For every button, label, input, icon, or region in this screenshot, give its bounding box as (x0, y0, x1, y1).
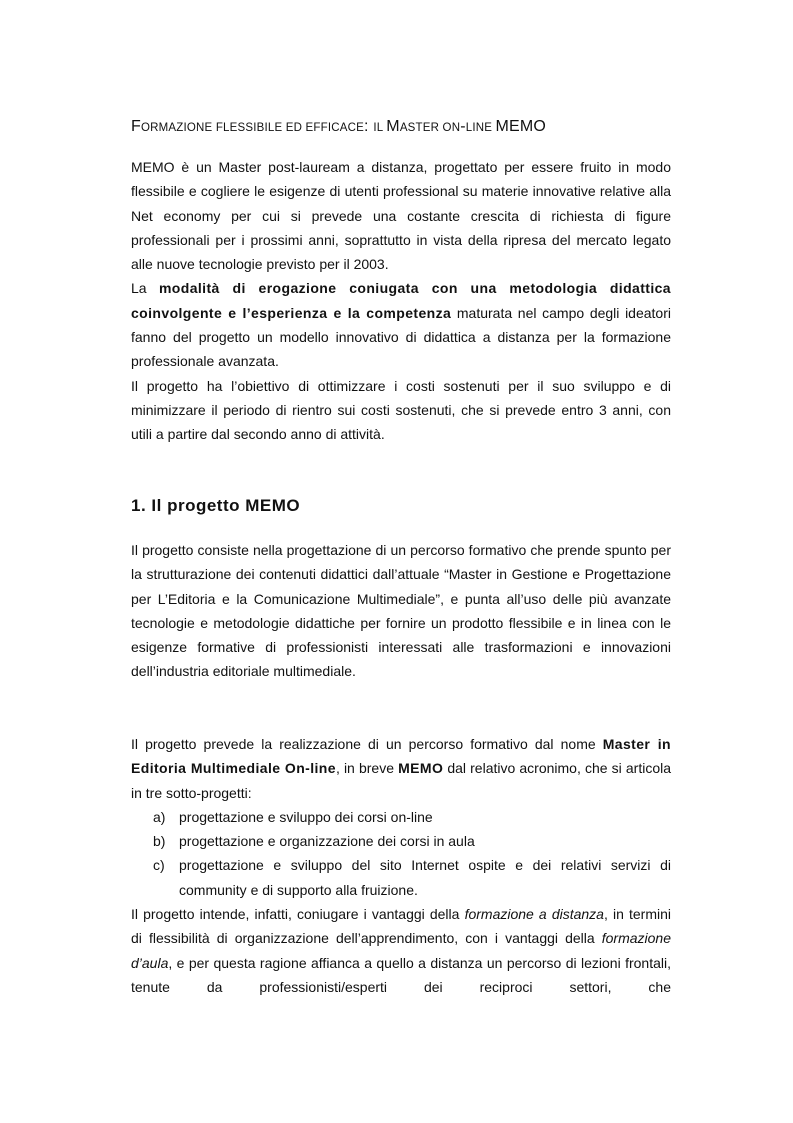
list-item (131, 805, 671, 829)
title-part: ORMAZIONE FLESSIBILE ED EFFICACE (140, 122, 365, 134)
list-item-text: progettazione e sviluppo del sito Internet ospite e dei relativi servizi di community e di supporto alla fruizione. (179, 857, 671, 898)
chapter-body (131, 538, 671, 684)
text-run: Il progetto intende, infatti, coniugare i vantaggi della (131, 906, 465, 923)
list-item-text: progettazione e organizzazione dei corsi in aula (179, 833, 475, 850)
bold-run: Master in Editoria Multimediale On-line (131, 736, 671, 777)
chapter-paragraph-1: Il progetto consiste nella progettazione di un percorso formativo che prende spunto per la strutturazione dei contenuti didattici dall’attuale “Master in Gestione e Progettazione per L’Editoria e la Comunicazione Multimediale”, e punta all’uso delle più avanzate tecnologie e metodologie didattiche per fornire un prodotto flessibile e in linea con le esigenze formative di professionisti interessati alle trasformazioni e innovazioni dell’industria editoriale multimediale. (131, 542, 671, 680)
text-run: , in termini di flessibilità di organizzazione dell’apprendimento, con i vantaggi della (131, 906, 672, 947)
italic-run: formazione a distanza (464, 906, 604, 923)
title-part: - (460, 118, 466, 135)
section-title (131, 118, 671, 136)
italic-run: formazione d’aula (131, 930, 671, 971)
chapter-body-2 (131, 732, 671, 999)
title-part: M (386, 118, 400, 135)
intro-paragraph-3: Il progetto ha l’obiettivo di ottimizzare i costi sostenuti per il suo sviluppo e di minimizzare il periodo di rientro sui costi sostenuti, che si prevede entro 3 anni, con utili a partire dal secondo anno di attività. (131, 377, 671, 443)
text-run: Il progetto prevede la realizzazione di un percorso formativo dal nome (131, 736, 603, 752)
chapter-paragraph-2 (131, 732, 671, 805)
intro-section (131, 155, 671, 447)
title-part: MEMO (495, 118, 547, 135)
subproject-list (131, 805, 671, 902)
list-item (131, 853, 671, 902)
list-marker: a) (153, 808, 166, 825)
list-item-text: progettazione e sviluppo dei corsi on-line (179, 808, 433, 825)
title-part: F (131, 118, 141, 135)
chapter-title: 1. Il progetto MEMO (131, 496, 301, 515)
text-run: La (131, 280, 159, 297)
bold-run: MEMO (398, 760, 444, 777)
intro-paragraph-2 (131, 276, 671, 373)
title-part: ASTER ON (399, 122, 461, 134)
chapter-paragraph-3 (131, 902, 671, 999)
bold-run: modalità di erogazione coniugata con una metodologia didattica coinvolgente e l’esperienza e la competenza (131, 280, 671, 321)
title-part: IL (373, 122, 387, 134)
list-marker: c) (153, 857, 165, 874)
text-run: , e per questa ragione affianca a quello a distanza un percorso di lezioni frontali, tenute da professionisti/esperti dei reciproci settori, che (131, 954, 671, 995)
text-run: dal relativo acronimo, che si articola in tre sotto-progetti: (131, 760, 671, 801)
text-run: , in breve (335, 760, 399, 777)
text-run: maturata nel campo degli ideatori fanno del progetto un modello innovativo di didattica a distanza per la formazione professionale avanzata. (131, 304, 671, 370)
title-part: LINE (465, 122, 496, 134)
intro-paragraph-1: MEMO è un Master post-lauream a distanza, progettato per essere fruito in modo flessibile e cogliere le esigenze di utenti professional su materie innovative relative alla Net economy per cui si prevede una costante crescita di richiesta di figure professionali per i prossimi anni, soprattutto in vista della ripresa del mercato legato alle nuove tecnologie previsto per il 2003. (131, 159, 671, 273)
list-item (131, 829, 671, 853)
title-part: : (364, 118, 374, 135)
list-marker: b) (153, 833, 166, 850)
